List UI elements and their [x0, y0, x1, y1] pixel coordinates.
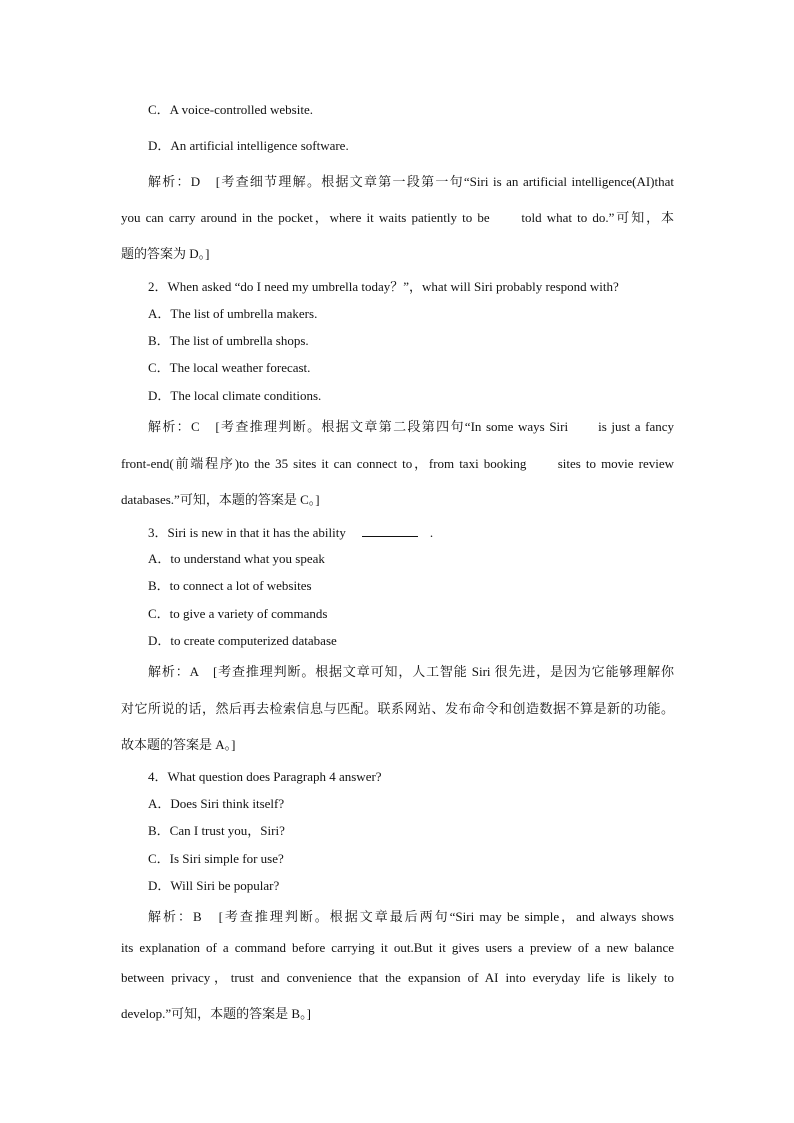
q1-explanation-line-3: 题的答案为 D。]	[121, 246, 210, 261]
q2-explanation-line-1: 解析：C [考查推理判断。根据文章第二段第四句“In some ways Siri is just a fancy	[148, 419, 674, 434]
q3-stem	[148, 524, 433, 541]
q3-stem-end: .	[429, 525, 434, 540]
q3-option-c: C．to give a variety of commands	[148, 606, 328, 621]
q1-explanation-line-1: 解析：D [考查细节理解。根据文章第一段第一句“Siri is an artificial intelligence(AI)that	[148, 174, 674, 189]
q4-option-c: C．Is Siri simple for use?	[148, 851, 284, 866]
q3-stem-text: 3．Siri is new in that it has the ability	[148, 525, 346, 540]
q2-stem: 2．When asked “do I need my umbrella today？”，what will Siri probably respond with?	[148, 279, 619, 294]
q3-option-a: A．to understand what you speak	[148, 551, 325, 566]
q2-option-b: B．The list of umbrella shops.	[148, 333, 309, 348]
q4-explanation-line-3: between privacy，trust and convenience that the expansion of AI into everyday life is likely to	[121, 970, 674, 985]
q2-option-a: A．The list of umbrella makers.	[148, 306, 318, 321]
q3-explanation-line-2: 对它所说的话，然后再去检索信息与匹配。联系网站、发布命令和创造数据不算是新的功能。	[121, 701, 674, 716]
q3-answer-blank	[362, 524, 418, 537]
q2-option-c: C．The local weather forecast.	[148, 360, 311, 375]
q3-explanation-line-1: 解析：A [考查推理判断。根据文章可知，人工智能 Siri 很先进，是因为它能够理解你	[148, 664, 674, 679]
q1-explanation-line-2: you can carry around in the pocket，where it waits patiently to be told what to do.”可知，本	[121, 210, 674, 225]
q4-option-b: B．Can I trust you，Siri?	[148, 823, 285, 838]
q3-option-d: D．to create computerized database	[148, 633, 337, 648]
q4-stem: 4．What question does Paragraph 4 answer?	[148, 769, 382, 784]
q2-explanation-line-3: databases.”可知，本题的答案是 C。]	[121, 492, 320, 507]
q2-option-d: D．The local climate conditions.	[148, 388, 322, 403]
q4-explanation-line-1: 解析：B [考查推理判断。根据文章最后两句“Siri may be simple，and always shows	[148, 909, 674, 924]
q4-explanation-line-4: develop.”可知，本题的答案是 B。]	[121, 1006, 311, 1021]
q1-option-c: C．A voice-controlled website.	[148, 102, 313, 117]
q3-explanation-line-3: 故本题的答案是 A。]	[121, 737, 236, 752]
q1-option-d: D．An artificial intelligence software.	[148, 138, 349, 153]
q2-explanation-line-2: front-end(前端程序)to the 35 sites it can connect to，from taxi booking sites to movie review	[121, 456, 674, 471]
q4-option-d: D．Will Siri be popular?	[148, 878, 280, 893]
q4-explanation-line-2: its explanation of a command before carrying it out.But it gives users a preview of a new balance	[121, 940, 674, 955]
q4-option-a: A．Does Siri think itself?	[148, 796, 285, 811]
q3-option-b: B．to connect a lot of websites	[148, 578, 312, 593]
